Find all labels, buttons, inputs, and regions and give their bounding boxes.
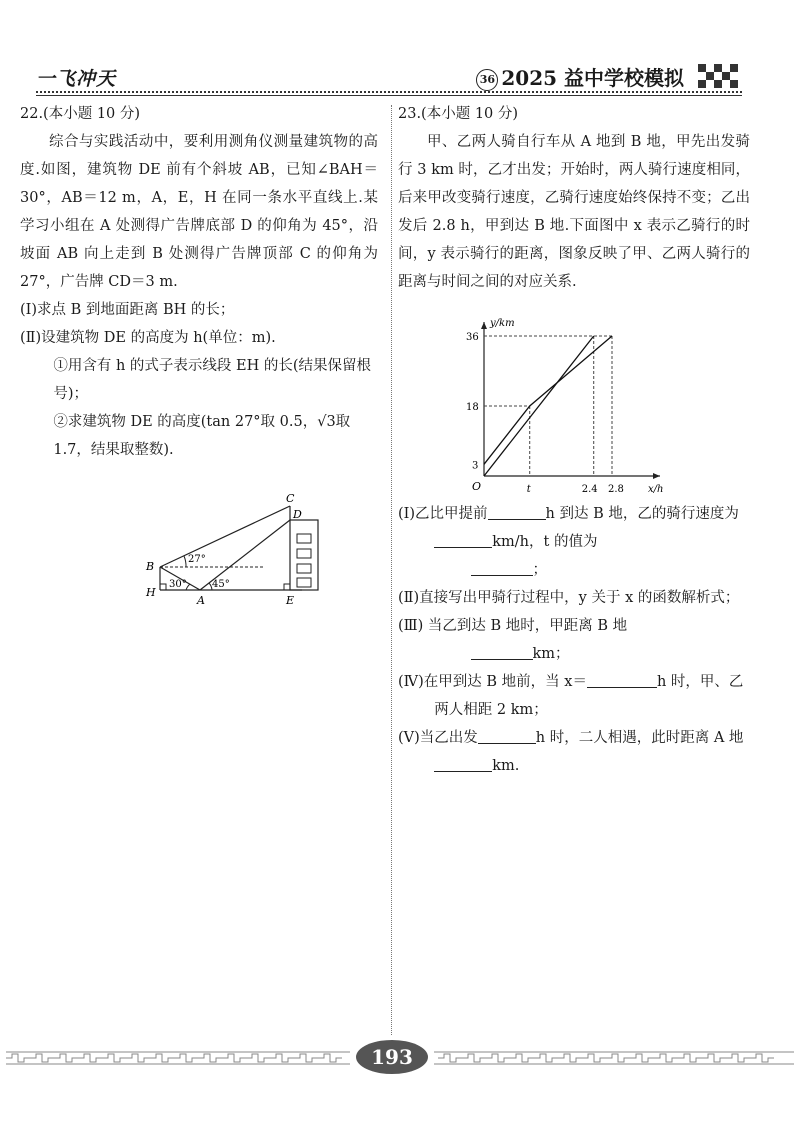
q23-part1-d: ； xyxy=(532,562,547,578)
label-C: C xyxy=(286,492,295,505)
q23-part2: (Ⅱ)直接写出甲骑行过程中，y 关于 x 的函数解析式； xyxy=(398,590,740,606)
q23-part3 xyxy=(398,612,750,668)
q23-heading: 23.(本小题 10 分) xyxy=(398,106,519,122)
page-header xyxy=(36,58,742,96)
q22-figure xyxy=(142,490,342,610)
label-A: A xyxy=(197,594,205,607)
q22-part2b: ②求建筑物 DE 的高度(tan 27°取 0.5，√3取 1.7，结果取整数). xyxy=(53,414,351,458)
angle-45: 45° xyxy=(212,579,230,590)
x-axis-arrow xyxy=(653,473,660,479)
header-rule-dotted xyxy=(36,91,742,93)
blank-1[interactable] xyxy=(488,503,546,520)
q22-part2: (Ⅱ)设建筑物 DE 的高度为 h(单位：m). xyxy=(20,330,276,346)
x-axis-label: x/h xyxy=(648,484,664,495)
series-line-jia xyxy=(484,336,612,464)
q22-part2a: ①用含有 h 的式子表示线段 EH 的长(结果保留根号)； xyxy=(53,358,372,402)
y-axis-label: y/km xyxy=(490,318,515,329)
header-rule xyxy=(36,95,742,96)
q23-part3-a: (Ⅲ) 当乙到达 B 地时，甲距离 B 地 xyxy=(398,618,628,634)
q23-part1-a: (Ⅰ)乙比甲提前 xyxy=(398,506,488,522)
q23-part5-a: (Ⅴ)当乙出发 xyxy=(398,730,478,746)
angle-30: 30° xyxy=(169,579,187,590)
q23-part4-b: h 时，甲、乙两人相距 2 km； xyxy=(434,674,744,718)
series-title-text: 2025 益中学校模拟 xyxy=(501,66,684,90)
q22-heading: 22.(本小题 10 分) xyxy=(20,106,141,122)
q23-part4 xyxy=(398,668,750,724)
q23-part1-b: h 到达 B 地，乙的骑行速度为 xyxy=(545,506,739,522)
x-tick-t: t xyxy=(526,484,531,495)
angle-27: 27° xyxy=(188,554,206,565)
y-tick-18: 18 xyxy=(466,402,479,413)
q22-body: 综合与实践活动中，要利用测角仪测量建筑物的高度.如图，建筑物 DE 前有个斜坡 AB，已知∠BAH＝30°，AB＝12 m，A，E，H 在同一条水平直线上.某学习小组在 A 处测得广告牌底部 D 的仰角为 45°，沿坡面 AB 向上走到 B 处测得广告牌顶部 C 的仰角为 27°，广告牌 CD＝3 m. xyxy=(20,134,378,290)
q23-part3-b: km； xyxy=(532,646,570,662)
label-H: H xyxy=(146,586,156,599)
q23-part1-c: km/h，t 的值为 xyxy=(492,534,598,550)
q23-part5-b: h 时，二人相遇，此时距离 A 地 xyxy=(535,730,744,746)
x-tick-2-4: 2.4 xyxy=(581,484,598,495)
origin-label: O xyxy=(472,480,482,493)
series-title xyxy=(476,62,684,91)
label-E: E xyxy=(286,594,295,607)
q23-part5-c: km. xyxy=(492,758,520,774)
question-23 xyxy=(398,100,750,780)
brand-logo: 一飞冲天 xyxy=(36,68,117,90)
blank-2[interactable] xyxy=(434,531,492,548)
q23-part5 xyxy=(398,724,750,780)
page-number: 193 xyxy=(356,1040,428,1074)
blank-6[interactable] xyxy=(478,727,536,744)
checker-decoration xyxy=(698,58,742,94)
blank-5[interactable] xyxy=(587,671,657,688)
q23-body: 甲、乙两人骑自行车从 A 地到 B 地，甲先出发骑行 3 km 时，乙才出发；开始时，两人骑行速度相同，后来甲改变骑行速度，乙骑行速度始终保持不变；乙出发后 2.8 h，甲到达 B 地.下面图中 x 表示乙骑行的时间，y 表示骑行的距离，图象反映了甲、乙两人骑行的距离与时间之间的对应关系. xyxy=(398,134,750,290)
column-divider xyxy=(391,105,392,1035)
blank-7[interactable] xyxy=(434,755,492,772)
blank-3[interactable] xyxy=(471,559,533,576)
q23-part1 xyxy=(398,500,750,584)
q23-graph xyxy=(460,308,690,498)
x-tick-2-8: 2.8 xyxy=(608,484,624,495)
y-axis-arrow xyxy=(481,322,487,329)
y-tick-36: 36 xyxy=(466,332,479,343)
volume-badge: 36 xyxy=(476,69,498,91)
question-22 xyxy=(20,100,378,607)
blank-4[interactable] xyxy=(471,643,533,660)
q23-questions xyxy=(398,500,750,780)
label-D: D xyxy=(293,508,302,521)
q23-part4-a: (Ⅳ)在甲到达 B 地前，当 x＝ xyxy=(398,674,587,690)
y-tick-3: 3 xyxy=(472,460,479,472)
label-B: B xyxy=(146,560,155,573)
q22-part1: (Ⅰ)求点 B 到地面距离 BH 的长； xyxy=(20,302,235,318)
page-footer xyxy=(0,1028,800,1088)
